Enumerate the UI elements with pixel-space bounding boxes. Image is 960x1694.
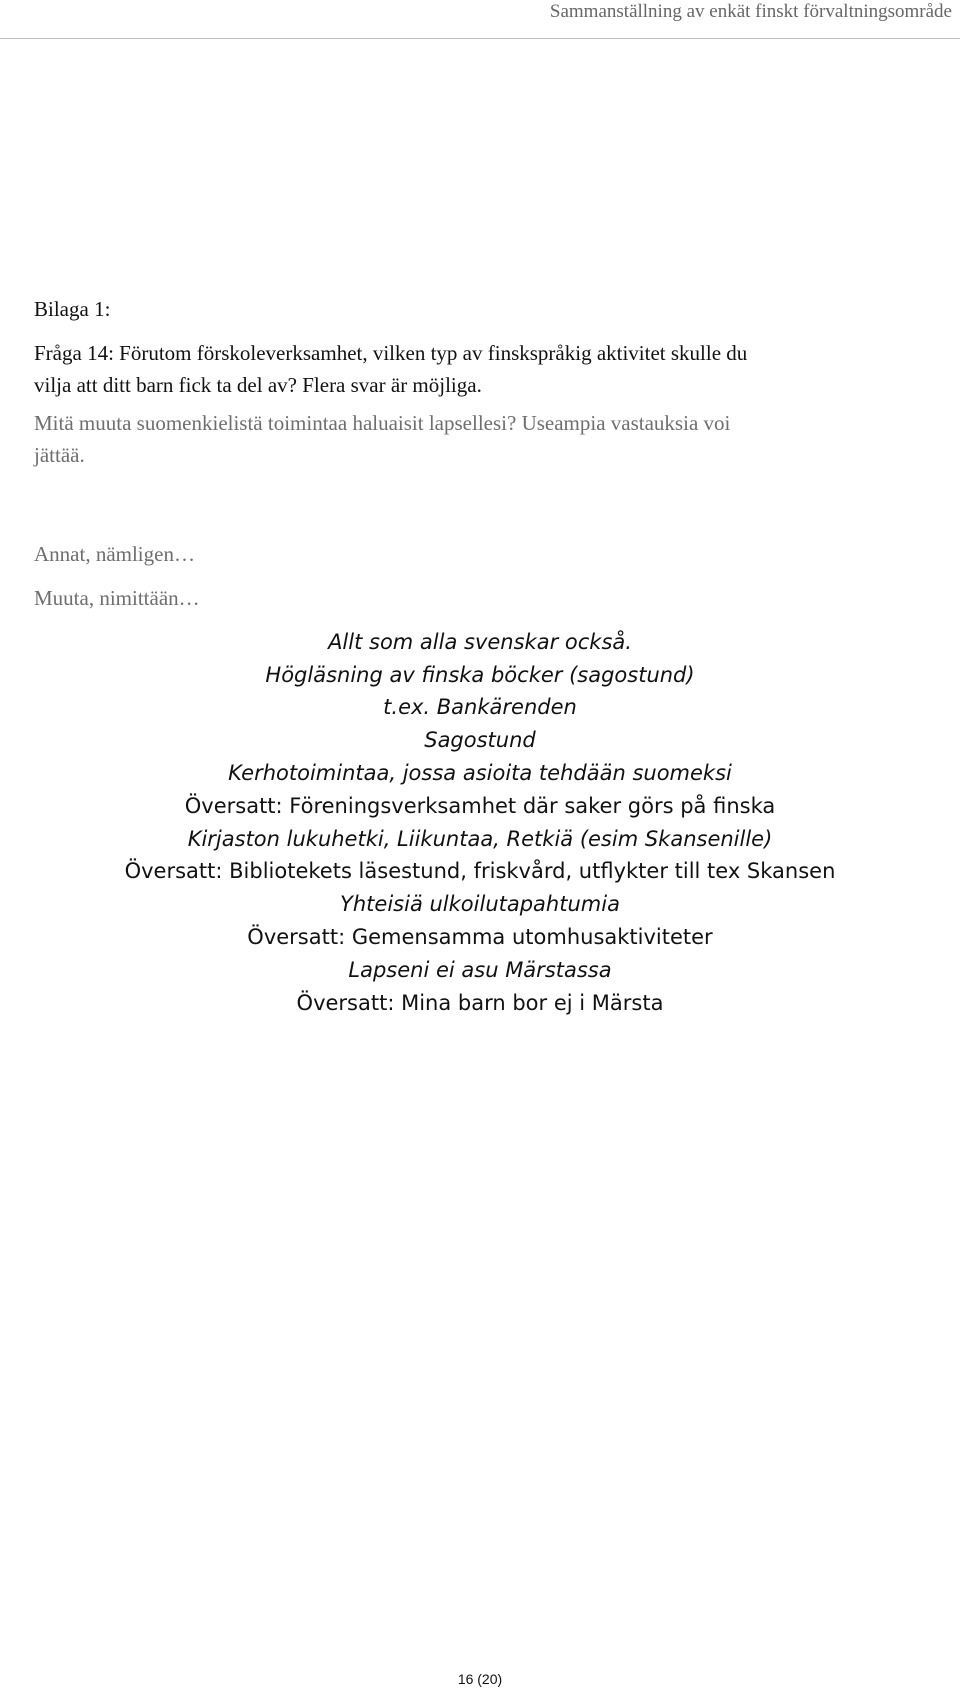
- answer-translation: Översatt: Bibliotekets läsestund, friskvård, utflykter till tex Skansen: [124, 859, 836, 883]
- answer-translation: Översatt: Gemensamma utomhusaktiviteter: [247, 925, 713, 949]
- answer-item: Kirjaston lukuhetki, Liikuntaa, Retkiä (esim Skansenille): [187, 827, 773, 851]
- page-header: [0, 0, 960, 39]
- answer-item: Lapseni ei asu Märstassa: [348, 958, 612, 982]
- answer-item: Yhteisiä ulkoilutapahtumia: [340, 892, 620, 916]
- question-sv-line-1: Fråga 14: Förutom förskoleverksamhet, vilken typ av finskspråkig aktivitet skulle du: [34, 341, 748, 365]
- answer-item: Allt som alla svenskar också.: [328, 630, 632, 654]
- appendix-label: Bilaga 1:: [34, 297, 111, 321]
- document-title: Sammanställning av enkät finskt förvaltningsområde: [549, 1, 952, 22]
- question-fi-line-2: jättää.: [34, 443, 85, 467]
- other-option-sv: Annat, nämligen…: [34, 542, 195, 566]
- answer-item: Högläsning av finska böcker (sagostund): [265, 663, 695, 687]
- question-sv-line-2: vilja att ditt barn fick ta del av? Flera svar är möjliga.: [34, 373, 482, 397]
- other-option-fi: Muuta, nimittään…: [34, 586, 200, 610]
- page-number: 16 (20): [457, 1671, 503, 1687]
- answer-item: t.ex. Bankärenden: [383, 695, 577, 719]
- answer-item: Sagostund: [424, 728, 536, 752]
- answer-translation: Översatt: Föreningsverksamhet där saker görs på finska: [184, 794, 776, 818]
- answer-translation: Översatt: Mina barn bor ej i Märsta: [296, 991, 664, 1015]
- question-fi-line-1: Mitä muuta suomenkielistä toimintaa haluaisit lapsellesi? Useampia vastauksia voi: [34, 411, 731, 435]
- answer-item: Kerhotoimintaa, jossa asioita tehdään suomeksi: [228, 761, 732, 785]
